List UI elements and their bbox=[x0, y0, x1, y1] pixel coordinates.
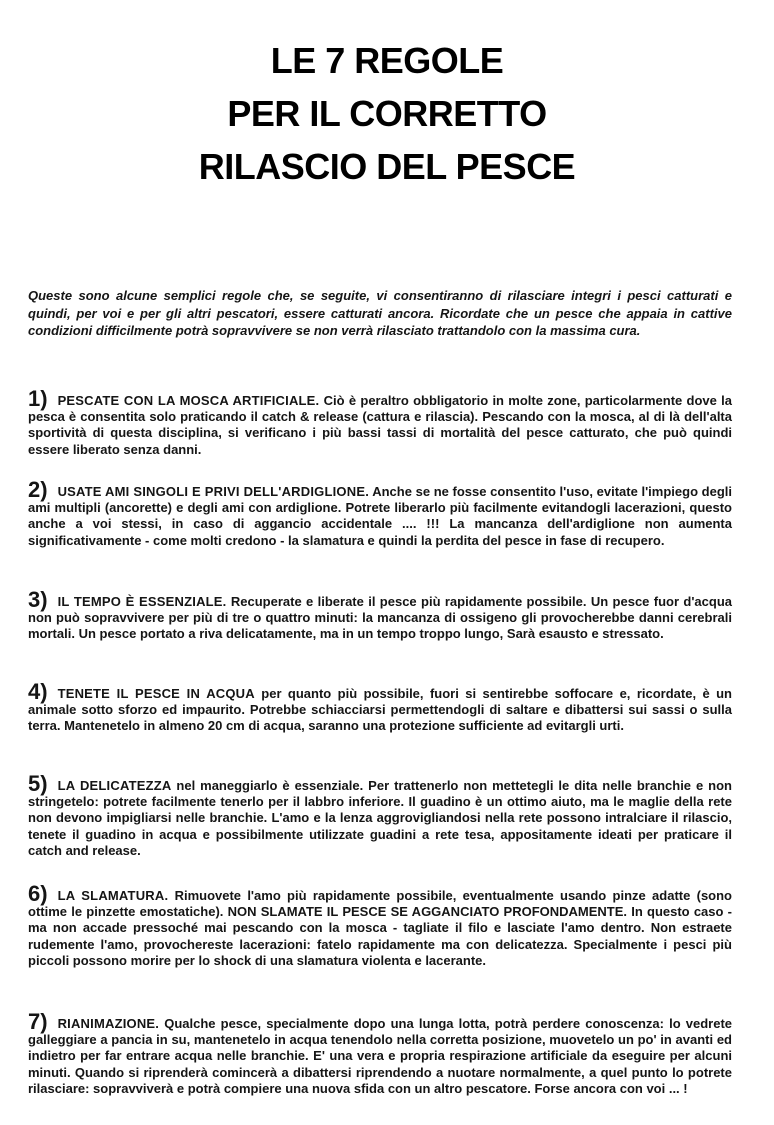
rule-number: 2) bbox=[28, 477, 48, 502]
rule-7 bbox=[28, 1009, 732, 1097]
rule-number: 1) bbox=[28, 386, 48, 411]
rule-text: Qualche pesce, specialmente dopo una lunga lotta, potrà perdere conoscenza: lo vedrete galleggiare a pancia in su, mantenetelo in acqua tenendolo nella corretta posizione, muovetelo un po' in avanti ed indietro per far entrare acqua nelle branchie. E' una vera e propria respirazione artificiale da eseguire per alcuni minuti. Quando si riprenderà comincerà a dibattersi riprendendo a nuotare normalmente, a quel punto lo potrete rilasciare: sopravviverà e potrà compiere una nuova sfida con un altro pescatore. Forse ancora con voi ... ! bbox=[28, 1016, 732, 1096]
rule-heading: USATE AMI SINGOLI E PRIVI DELL'ARDIGLIONE. bbox=[57, 484, 370, 499]
rule-text: per quanto più possibile, fuori si sentirebbe soffocare e, ricordate, è un animale sotto sforzo ed impaurito. Potrebbe schiacciarsi permettendogli di saltare e dibattersi sui sassi o sulla terra. Mantenetelo in almeno 20 cm di acqua, saranno una protezione sufficiente ad evitargli urti. bbox=[28, 686, 733, 734]
rule-5 bbox=[28, 771, 732, 859]
rule-text: Anche se ne fosse consentito l'uso, evitate l'impiego degli ami multipli (ancorette) e degli ami con ardiglione. Potrete liberarlo più facilmente evitandogli lacerazioni, questo anche a voi stessi, in caso di aggancio accidentale .... !!! La mancanza dell'ardiglione non aumenta significativamente - come molti credono - la slamatura e quindi la perdita del pesce in fase di recupero. bbox=[28, 484, 733, 548]
rule-heading: LA SLAMATURA. bbox=[57, 888, 169, 903]
page-title bbox=[0, 34, 774, 193]
rule-number: 3) bbox=[28, 587, 48, 612]
rule-2 bbox=[28, 477, 733, 549]
rule-heading: RIANIMAZIONE. bbox=[57, 1016, 160, 1031]
rule-text: Recuperate e liberate il pesce più rapidamente possibile. Un pesce fuor d'acqua non può sopravvivere per più di tre o quattro minuti: la mancanza di ossigeno gli provocherebbe danni cerebrali mortali. Un pesce portato a riva delicatamente, ma in un tempo troppo lungo, Sarà esausto e stressato. bbox=[28, 594, 733, 642]
rule-heading: PESCATE CON LA MOSCA ARTIFICIALE. bbox=[57, 393, 320, 408]
rule-number: 5) bbox=[28, 771, 48, 796]
rule-6 bbox=[28, 881, 733, 969]
title-line-1: LE 7 REGOLE bbox=[270, 40, 504, 81]
rule-1 bbox=[28, 386, 733, 458]
rule-3 bbox=[28, 587, 733, 643]
rule-heading: LA DELICATEZZA bbox=[57, 778, 172, 793]
title-line-3: RILASCIO DEL PESCE bbox=[198, 146, 576, 187]
rule-4 bbox=[28, 679, 733, 735]
rule-text: Rimuovete l'amo più rapidamente possibile, eventualmente usando pinze adatte (sono ottime le pinzette emostatiche). NON SLAMATE IL PESCE SE AGGANCIATO PROFONDAMENTE. In questo caso - ma non accade pressoché mai pescando con la mosca - tagliate il filo e lasciate l'amo dentro. Non estraete rudemente l'amo, provochereste lacerazioni: fatelo rapidamente ma con delicatezza. Specialmente i pesci più piccoli possono morire per lo shock di una slamatura violenta e lacerante. bbox=[28, 888, 733, 968]
rule-text: Ciò è peraltro obbligatorio in molte zone, particolarmente dove la pesca è consentita solo praticando il catch & release (cattura e rilascia). Pescando con la mosca, al di là dell'alta sportività di questa disciplina, si verificano i più bassi tassi di mortalità del pesce catturato, che può quindi essere liberato senza danni. bbox=[28, 393, 733, 457]
rule-number: 6) bbox=[28, 881, 48, 906]
rule-heading: IL TEMPO È ESSENZIALE. bbox=[57, 594, 227, 609]
rule-text: nel maneggiarlo è essenziale. Per trattenerlo non mettetegli le dita nelle branchie e non stringetelo: potrete facilmente tenerlo per il labbro inferiore. Il guadino è un ottimo aiuto, ma le maglie della rete non devono impigliarsi nelle branchie. L'amo e la lenza aggrovigliandosi nella rete possono intralciare il rilascio, tenete il guadino in acqua e possibilmente utilizzate guadini a rete tesa, appositamente ideati per praticare il catch and release. bbox=[28, 778, 732, 858]
rule-number: 7) bbox=[28, 1009, 48, 1034]
rule-heading: TENETE IL PESCE IN ACQUA bbox=[57, 686, 255, 701]
title-line-2: PER IL CORRETTO bbox=[227, 93, 547, 134]
rule-number: 4) bbox=[28, 679, 48, 704]
intro-paragraph: Queste sono alcune semplici regole che, se seguite, vi consentiranno di rilasciare integri i pesci catturati e quindi, per voi e per gli altri pescatori, essere catturati ancora. Ricordate che un pesce che appaia in cattive condizioni difficilmente potrà sopravvivere se non verrà rilasciato trattandolo con la massima cura. bbox=[28, 288, 732, 339]
